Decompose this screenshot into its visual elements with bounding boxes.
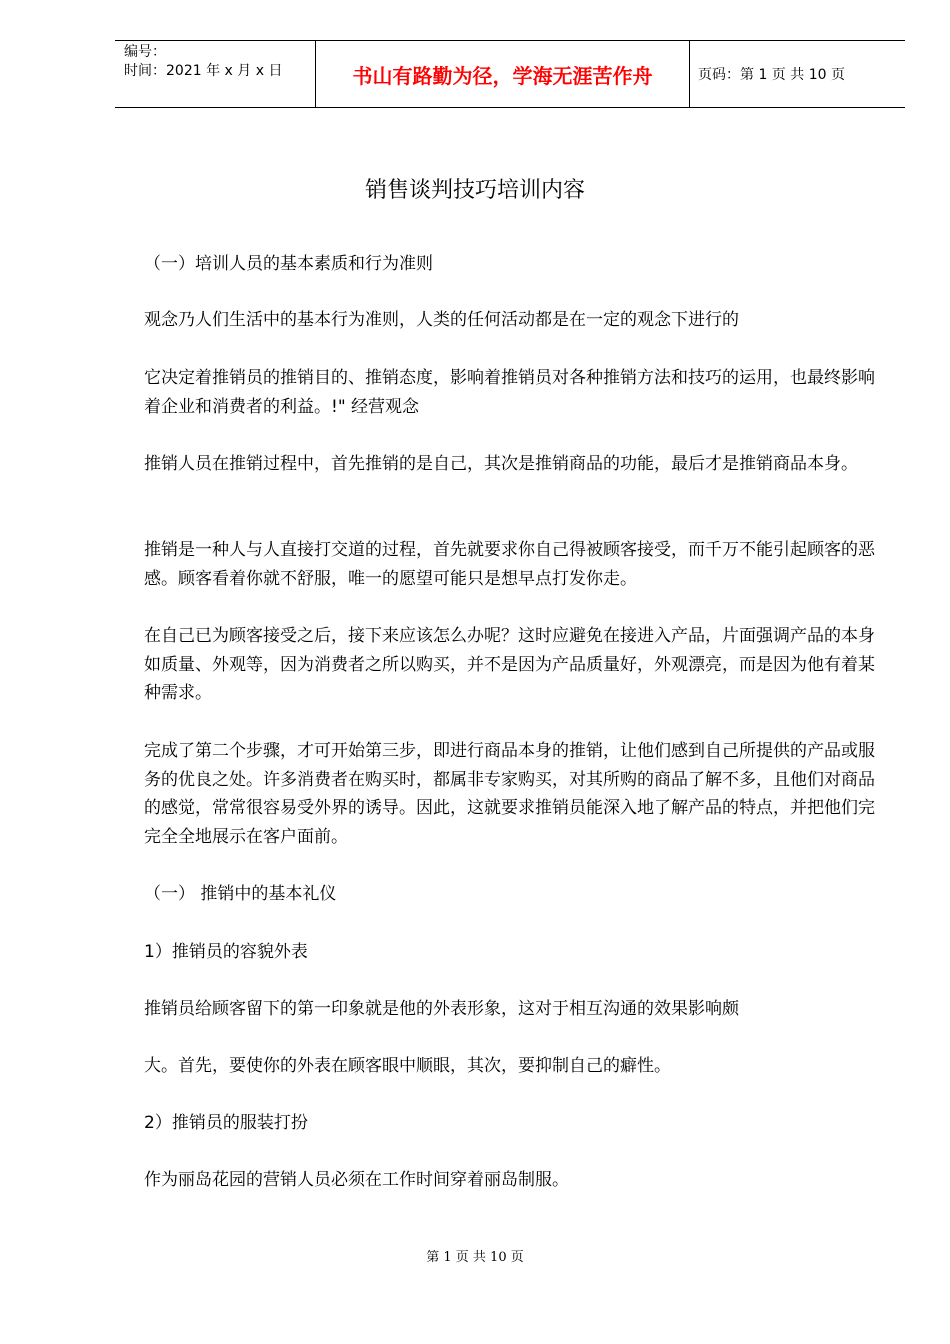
section-heading: （一） 推销中的基本礼仪 — [144, 884, 337, 904]
document-title: 销售谈判技巧培训内容 — [364, 178, 585, 203]
paragraph: 推销人员在推销过程中，首先推销的是自己，其次是推销商品的功能，最后才是推销商品本身。 — [144, 454, 858, 474]
number-label: 编号： — [124, 44, 166, 60]
paragraph: 推销员给顾客留下的第一印象就是他的外表形象，这对于相互沟通的效果影响颇 — [144, 999, 739, 1019]
section-heading: （一）培训人员的基本素质和行为准则 — [144, 254, 433, 274]
time-label: 时间：2021 年 x 月 x 日 — [124, 63, 283, 79]
subsection-heading: 2）推销员的服装打扮 — [144, 1113, 308, 1133]
paragraph: 作为丽岛花园的营销人员必须在工作时间穿着丽岛制服。 — [144, 1170, 569, 1190]
page-footer: 第 1 页 共 10 页 — [426, 1250, 524, 1265]
page-header — [115, 40, 905, 108]
paragraph: 在自己已为顾客接受之后，接下来应该怎么办呢？这时应避免在接进入产品，片面强调产品的本身如质量、外观等，因为消费者之所以购买，并不是因为产品质量好，外观漂亮，而是因为他有着某种需求。 — [144, 626, 875, 703]
paragraph: 它决定着推销员的推销目的、推销态度，影响着推销员对各种推销方法和技巧的运用，也最终影响着企业和消费者的利益。!" 经营观念 — [144, 368, 875, 417]
header-meta — [115, 41, 316, 107]
paragraph: 大。首先，要使你的外表在顾客眼中顺眼，其次，要抑制自己的癖性。 — [144, 1056, 671, 1076]
header-page-info: 页码：第 1 页 共 10 页 — [698, 67, 845, 83]
paragraph: 完成了第二个步骤，才可开始第三步，即进行商品本身的推销，让他们感到自己所提供的产品或服务的优良之处。许多消费者在购买时，都属非专家购买，对其所购的商品了解不多，且他们对商品的感觉，常常很容易受外界的诱导。因此，这就要求推销员能深入地了解产品的特点，并把他们完完全全地展示在客户面前。 — [144, 741, 875, 847]
paragraph: 观念乃人们生活中的基本行为准则，人类的任何活动都是在一定的观念下进行的 — [144, 310, 739, 330]
paragraph: 推销是一种人与人直接打交道的过程，首先就要求你自己得被顾客接受，而千万不能引起顾客的恶感。顾客看着你就不舒服，唯一的愿望可能只是想早点打发你走。 — [144, 540, 875, 589]
header-motto: 书山有路勤为径，学海无涯苦作舟 — [316, 41, 690, 107]
subsection-heading: 1）推销员的容貌外表 — [144, 942, 308, 962]
